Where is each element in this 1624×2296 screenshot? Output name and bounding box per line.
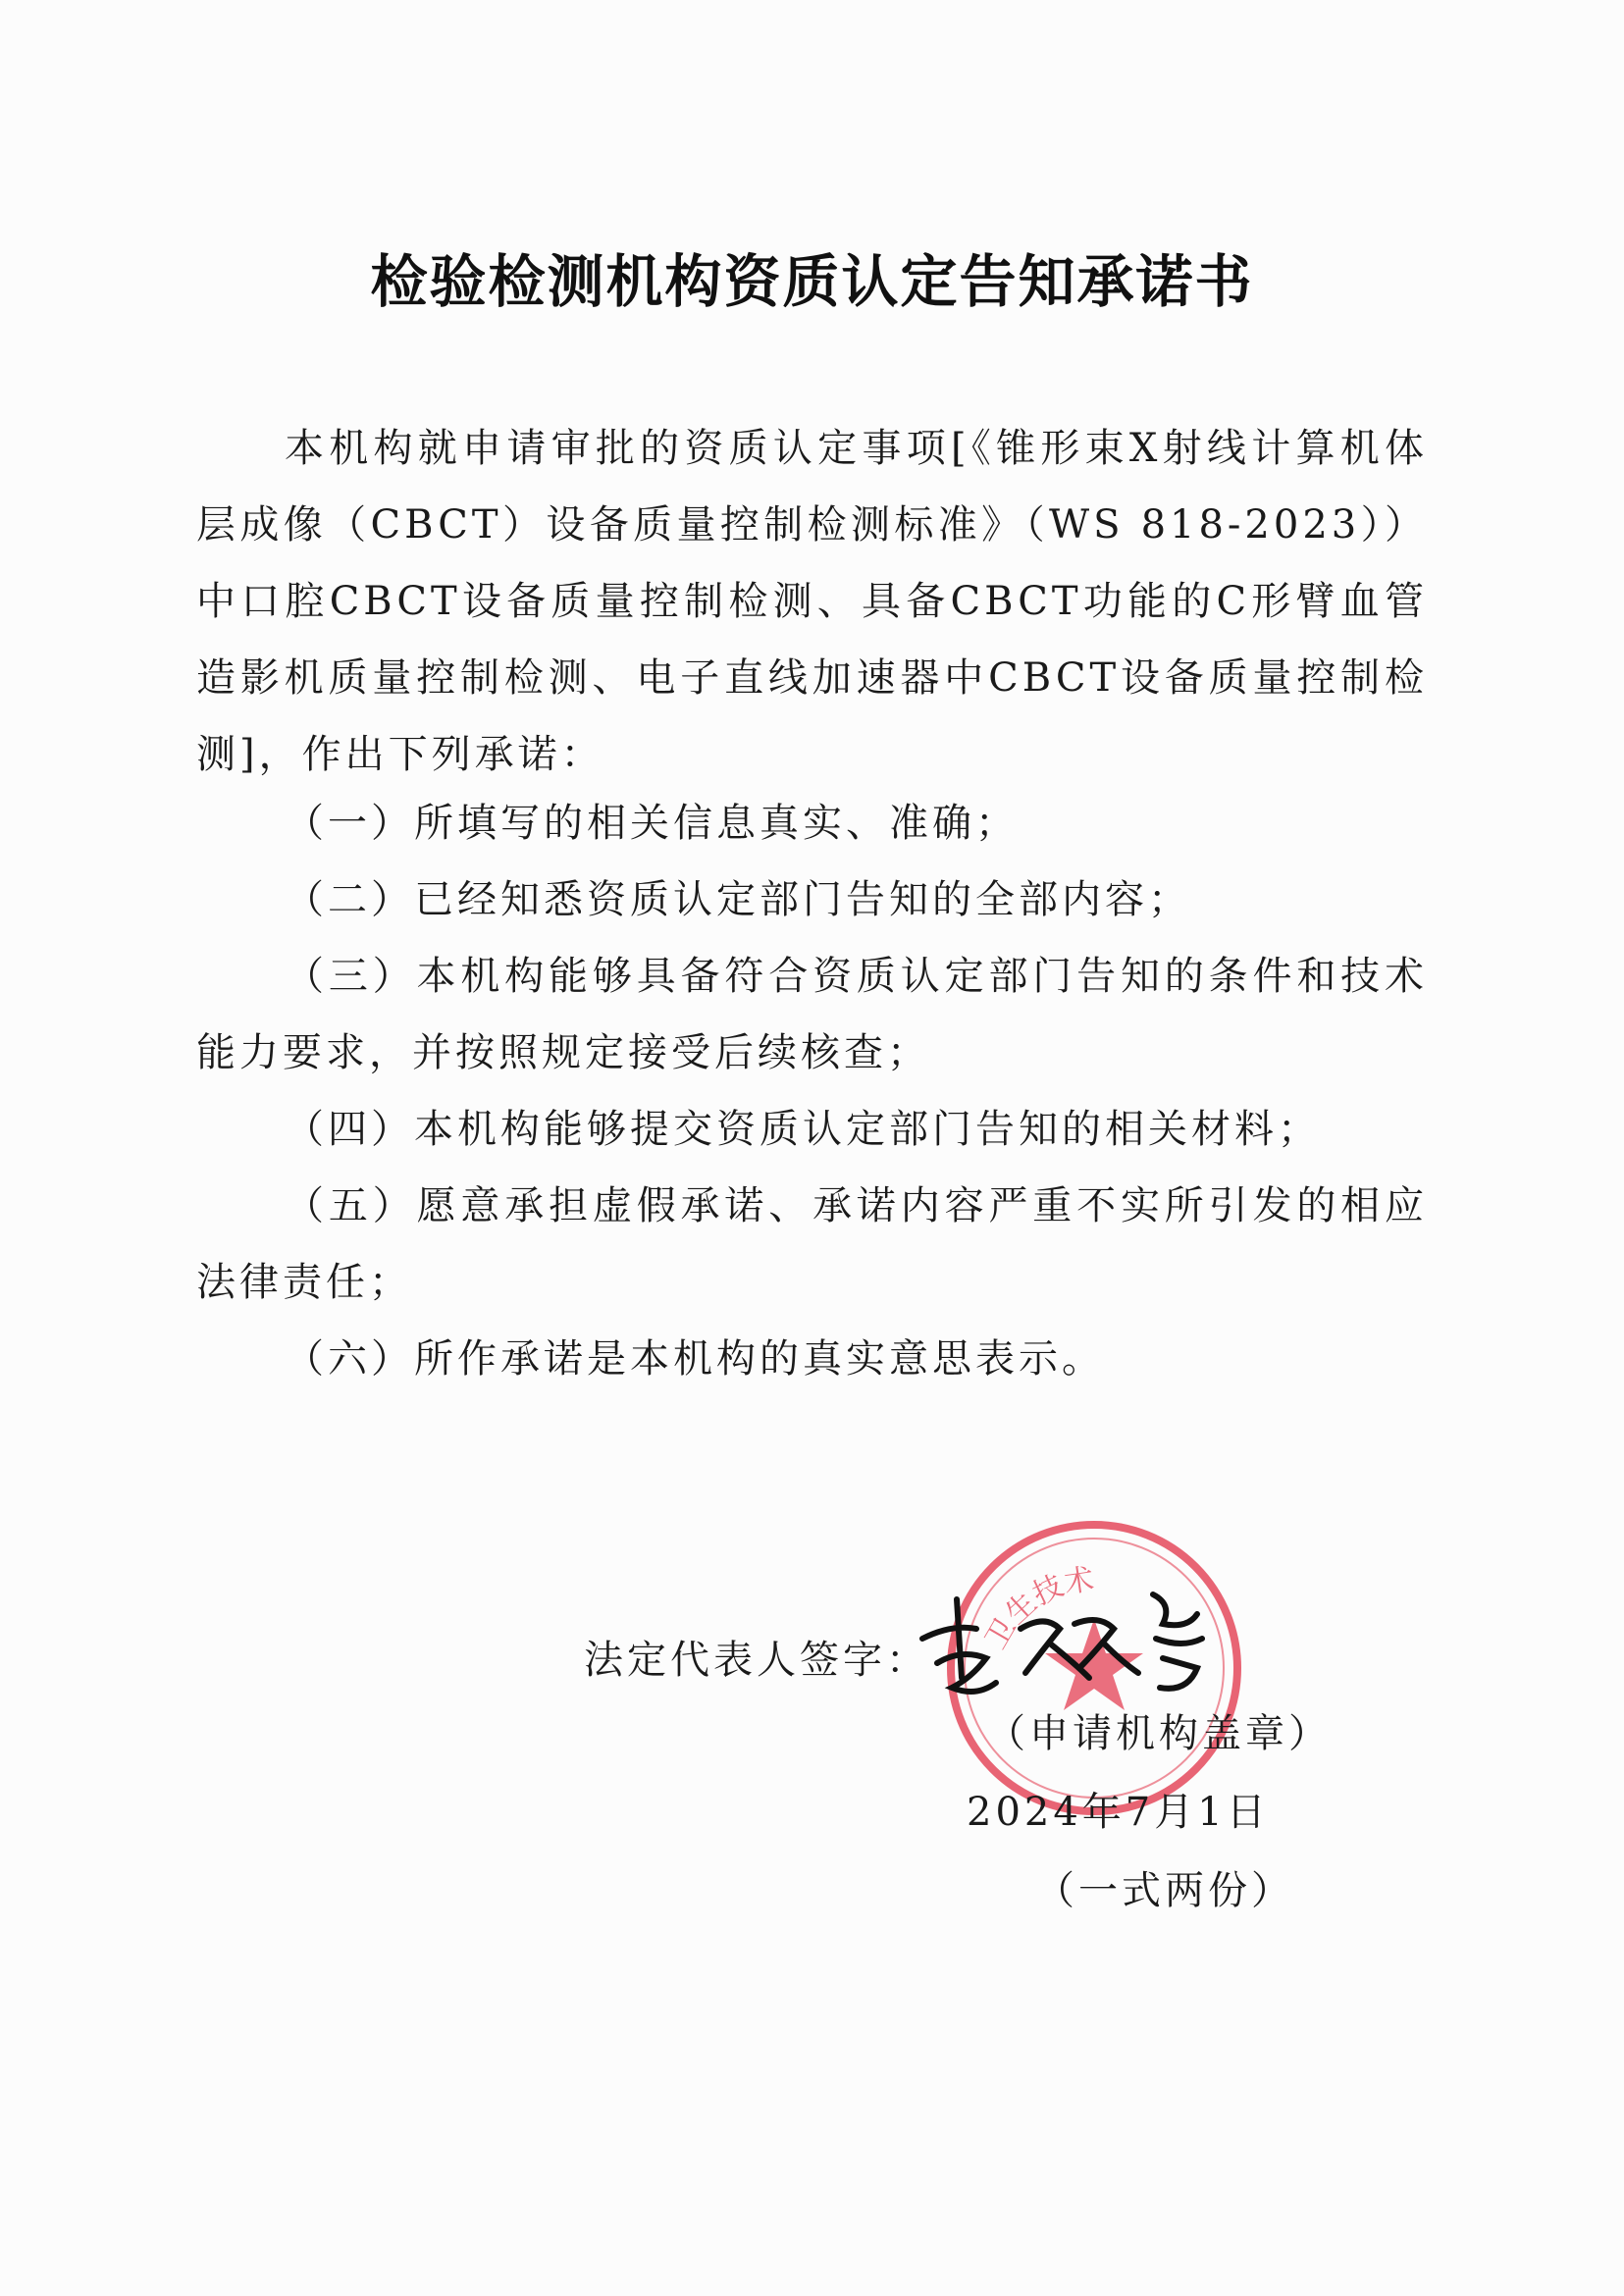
copies-note: （一式两份） — [1035, 1868, 1294, 1913]
commitment-item-4: （四）本机构能够提交资质认定部门告知的相关材料； — [285, 1107, 1321, 1152]
commitment-item-1: （一）所填写的相关信息真实、准确； — [285, 801, 1019, 846]
commitment-item-5: （五）愿意承担虚假承诺、承诺内容严重不实所引发的相应法律责任； — [196, 1183, 1428, 1305]
date: 2024年7月1日 — [967, 1790, 1270, 1835]
intro-paragraph: 本机构就申请审批的资质认定事项[《锥形束X射线计算机体层成像（CBCT）设备质量控制检测标准》（WS 818-2023））中口腔CBCT设备质量控制检测、具备CBCT功能的C形臂血管造影机质量控制检测、电子直线加速器中CBCT设备质量控制检测]，作出下列承诺： — [196, 426, 1428, 777]
commitment-item-6: （六）所作承诺是本机构的真实意思表示。 — [285, 1336, 1105, 1382]
seal-text-path: 卫生技术 — [978, 1562, 1096, 1655]
seal-note: （申请机构盖章） — [986, 1711, 1332, 1756]
signature-label: 法定代表人签字： — [584, 1638, 929, 1683]
handwritten-signature — [903, 1570, 1236, 1717]
commitment-item-2: （二）已经知悉资质认定部门告知的全部内容； — [285, 877, 1191, 922]
commitment-item-3: （三）本机构能够具备符合资质认定部门告知的条件和技术能力要求，并按照规定接受后续核查； — [196, 954, 1428, 1075]
document-title: 检验检测机构资质认定告知承诺书 — [370, 248, 1254, 315]
